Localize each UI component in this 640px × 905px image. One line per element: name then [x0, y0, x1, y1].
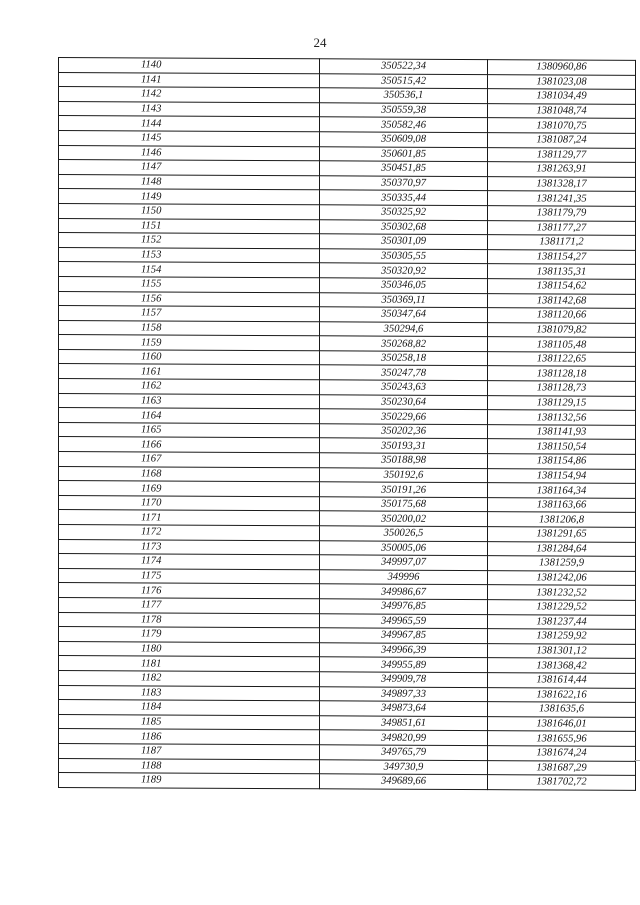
x-coordinate-cell: 350320,92 [320, 263, 488, 278]
x-coordinate-cell: 350302,68 [320, 219, 488, 234]
point-number-cell: 1155 [59, 276, 320, 292]
point-number-cell: 1158 [59, 320, 320, 336]
y-coordinate-cell: 1381284,64 [488, 541, 636, 556]
x-coordinate-cell: 350200,02 [320, 511, 488, 526]
y-coordinate-cell: 1381614,44 [488, 673, 636, 688]
y-coordinate-cell: 1381242,06 [488, 570, 636, 585]
x-coordinate-cell: 349997,07 [320, 555, 488, 570]
x-coordinate-cell: 350247,78 [320, 365, 488, 380]
y-coordinate-cell: 1381674,24 [488, 746, 636, 761]
y-coordinate-cell: 1381154,94 [488, 468, 636, 483]
x-coordinate-cell: 350192,6 [320, 467, 488, 482]
y-coordinate-cell: 1381232,52 [488, 585, 636, 600]
point-number-cell: 1179 [59, 627, 320, 643]
y-coordinate-cell: 1381646,01 [488, 716, 636, 731]
y-coordinate-cell: 1381154,62 [488, 279, 636, 294]
x-coordinate-cell: 349976,85 [320, 599, 488, 614]
y-coordinate-cell: 1381368,42 [488, 658, 636, 673]
point-number-cell: 1154 [59, 262, 320, 278]
y-coordinate-cell: 1381328,17 [488, 176, 636, 191]
x-coordinate-cell: 349966,39 [320, 643, 488, 658]
point-number-cell: 1182 [59, 670, 320, 686]
y-coordinate-cell: 1381128,73 [488, 381, 636, 396]
x-coordinate-cell: 349909,78 [320, 672, 488, 687]
y-coordinate-cell: 1381259,92 [488, 629, 636, 644]
y-coordinate-cell: 1381132,56 [488, 410, 636, 425]
x-coordinate-cell: 350347,64 [320, 307, 488, 322]
x-coordinate-cell: 350346,05 [320, 278, 488, 293]
point-number-cell: 1176 [59, 583, 320, 599]
point-number-cell: 1187 [59, 743, 320, 759]
x-coordinate-cell: 350188,98 [320, 453, 488, 468]
point-number-cell: 1175 [59, 568, 320, 584]
y-coordinate-cell: 1381048,74 [488, 103, 636, 118]
x-coordinate-cell: 350601,85 [320, 146, 488, 161]
y-coordinate-cell: 1381070,75 [488, 118, 636, 133]
x-coordinate-cell: 350325,92 [320, 205, 488, 220]
point-number-cell: 1162 [59, 379, 320, 395]
y-coordinate-cell: 1381129,15 [488, 395, 636, 410]
y-coordinate-cell: 1381154,86 [488, 454, 636, 469]
point-number-cell: 1156 [59, 291, 320, 307]
x-coordinate-cell: 349873,64 [320, 701, 488, 716]
point-number-cell: 1164 [59, 408, 320, 424]
point-number-cell: 1167 [59, 452, 320, 468]
table-row [59, 773, 636, 790]
y-coordinate-cell: 1381023,08 [488, 74, 636, 89]
y-coordinate-cell: 1381128,18 [488, 366, 636, 381]
x-coordinate-cell: 350451,85 [320, 161, 488, 176]
x-coordinate-cell: 349689,66 [320, 774, 488, 789]
x-coordinate-cell: 350258,18 [320, 351, 488, 366]
y-coordinate-cell: 1381164,34 [488, 483, 636, 498]
point-number-cell: 1177 [59, 597, 320, 613]
point-number-cell: 1168 [59, 466, 320, 482]
point-number-cell: 1140 [59, 58, 320, 74]
y-coordinate-cell: 1381105,48 [488, 337, 636, 352]
x-coordinate-cell: 349955,89 [320, 657, 488, 672]
x-coordinate-cell: 350193,31 [320, 438, 488, 453]
x-coordinate-cell: 350175,68 [320, 497, 488, 512]
point-number-cell: 1165 [59, 422, 320, 438]
x-coordinate-cell: 350536,1 [320, 88, 488, 103]
x-coordinate-cell: 350370,97 [320, 176, 488, 191]
x-coordinate-cell: 350026,5 [320, 526, 488, 541]
y-coordinate-cell: 1381301,12 [488, 643, 636, 658]
coordinates-table-wrapper [58, 57, 636, 791]
point-number-cell: 1148 [59, 174, 320, 190]
point-number-cell: 1180 [59, 641, 320, 657]
x-coordinate-cell: 349965,59 [320, 613, 488, 628]
point-number-cell: 1163 [59, 393, 320, 409]
y-coordinate-cell: 1381259,9 [488, 556, 636, 571]
x-coordinate-cell: 350369,11 [320, 292, 488, 307]
point-number-cell: 1153 [59, 247, 320, 263]
x-coordinate-cell: 350230,64 [320, 394, 488, 409]
x-coordinate-cell: 350335,44 [320, 190, 488, 205]
x-coordinate-cell: 350191,26 [320, 482, 488, 497]
x-coordinate-cell: 350609,08 [320, 132, 488, 147]
point-number-cell: 1166 [59, 437, 320, 453]
point-number-cell: 1172 [59, 525, 320, 541]
y-coordinate-cell: 1381122,65 [488, 351, 636, 366]
x-coordinate-cell: 350515,42 [320, 73, 488, 88]
x-coordinate-cell: 350305,55 [320, 248, 488, 263]
x-coordinate-cell: 350582,46 [320, 117, 488, 132]
y-coordinate-cell: 1380960,86 [488, 60, 636, 75]
y-coordinate-cell: 1381687,29 [488, 760, 636, 775]
y-coordinate-cell: 1381179,79 [488, 206, 636, 221]
x-coordinate-cell: 349897,33 [320, 686, 488, 701]
coordinates-table-body [59, 58, 636, 791]
x-coordinate-cell: 349851,61 [320, 715, 488, 730]
y-coordinate-cell: 1381635,6 [488, 702, 636, 717]
y-coordinate-cell: 1381622,16 [488, 687, 636, 702]
point-number-cell: 1185 [59, 714, 320, 730]
y-coordinate-cell: 1381154,27 [488, 249, 636, 264]
y-coordinate-cell: 1381087,24 [488, 133, 636, 148]
y-coordinate-cell: 1381141,93 [488, 424, 636, 439]
point-number-cell: 1171 [59, 510, 320, 526]
y-coordinate-cell: 1381163,66 [488, 497, 636, 512]
y-coordinate-cell: 1381263,91 [488, 162, 636, 177]
x-coordinate-cell: 350294,6 [320, 321, 488, 336]
scan-edge-mark [634, 760, 640, 761]
point-number-cell: 1184 [59, 700, 320, 716]
point-number-cell: 1178 [59, 612, 320, 628]
y-coordinate-cell: 1381177,27 [488, 220, 636, 235]
point-number-cell: 1147 [59, 160, 320, 176]
point-number-cell: 1169 [59, 481, 320, 497]
point-number-cell: 1188 [59, 758, 320, 774]
y-coordinate-cell: 1381142,68 [488, 293, 636, 308]
y-coordinate-cell: 1381034,49 [488, 89, 636, 104]
y-coordinate-cell: 1381120,66 [488, 308, 636, 323]
point-number-cell: 1146 [59, 145, 320, 161]
x-coordinate-cell: 350301,09 [320, 234, 488, 249]
x-coordinate-cell: 349996 [320, 570, 488, 585]
point-number-cell: 1149 [59, 189, 320, 205]
point-number-cell: 1174 [59, 554, 320, 570]
y-coordinate-cell: 1381135,31 [488, 264, 636, 279]
point-number-cell: 1152 [59, 233, 320, 249]
point-number-cell: 1181 [59, 656, 320, 672]
x-coordinate-cell: 350268,82 [320, 336, 488, 351]
x-coordinate-cell: 350243,63 [320, 380, 488, 395]
x-coordinate-cell: 350005,06 [320, 540, 488, 555]
y-coordinate-cell: 1381655,96 [488, 731, 636, 746]
point-number-cell: 1160 [59, 349, 320, 365]
x-coordinate-cell: 350202,36 [320, 424, 488, 439]
coordinates-table [58, 57, 636, 791]
point-number-cell: 1186 [59, 729, 320, 745]
point-number-cell: 1142 [59, 87, 320, 103]
point-number-cell: 1161 [59, 364, 320, 380]
x-coordinate-cell: 350559,38 [320, 103, 488, 118]
y-coordinate-cell: 1381079,82 [488, 322, 636, 337]
point-number-cell: 1144 [59, 116, 320, 132]
point-number-cell: 1141 [59, 72, 320, 88]
point-number-cell: 1151 [59, 218, 320, 234]
y-coordinate-cell: 1381241,35 [488, 191, 636, 206]
y-coordinate-cell: 1381150,54 [488, 439, 636, 454]
y-coordinate-cell: 1381129,77 [488, 147, 636, 162]
x-coordinate-cell: 350229,66 [320, 409, 488, 424]
point-number-cell: 1159 [59, 335, 320, 351]
page-number: 24 [313, 35, 327, 50]
point-number-cell: 1150 [59, 203, 320, 219]
x-coordinate-cell: 349967,85 [320, 628, 488, 643]
point-number-cell: 1170 [59, 495, 320, 511]
x-coordinate-cell: 349765,79 [320, 745, 488, 760]
point-number-cell: 1157 [59, 306, 320, 322]
y-coordinate-cell: 1381229,52 [488, 600, 636, 615]
y-coordinate-cell: 1381291,65 [488, 527, 636, 542]
x-coordinate-cell: 349986,67 [320, 584, 488, 599]
point-number-cell: 1183 [59, 685, 320, 701]
y-coordinate-cell: 1381171,2 [488, 235, 636, 250]
point-number-cell: 1145 [59, 130, 320, 146]
y-coordinate-cell: 1381206,8 [488, 512, 636, 527]
x-coordinate-cell: 349820,99 [320, 730, 488, 745]
y-coordinate-cell: 1381237,44 [488, 614, 636, 629]
point-number-cell: 1173 [59, 539, 320, 555]
x-coordinate-cell: 349730,9 [320, 759, 488, 774]
x-coordinate-cell: 350522,34 [320, 59, 488, 74]
point-number-cell: 1189 [59, 773, 320, 789]
point-number-cell: 1143 [59, 101, 320, 117]
y-coordinate-cell: 1381702,72 [488, 775, 636, 790]
